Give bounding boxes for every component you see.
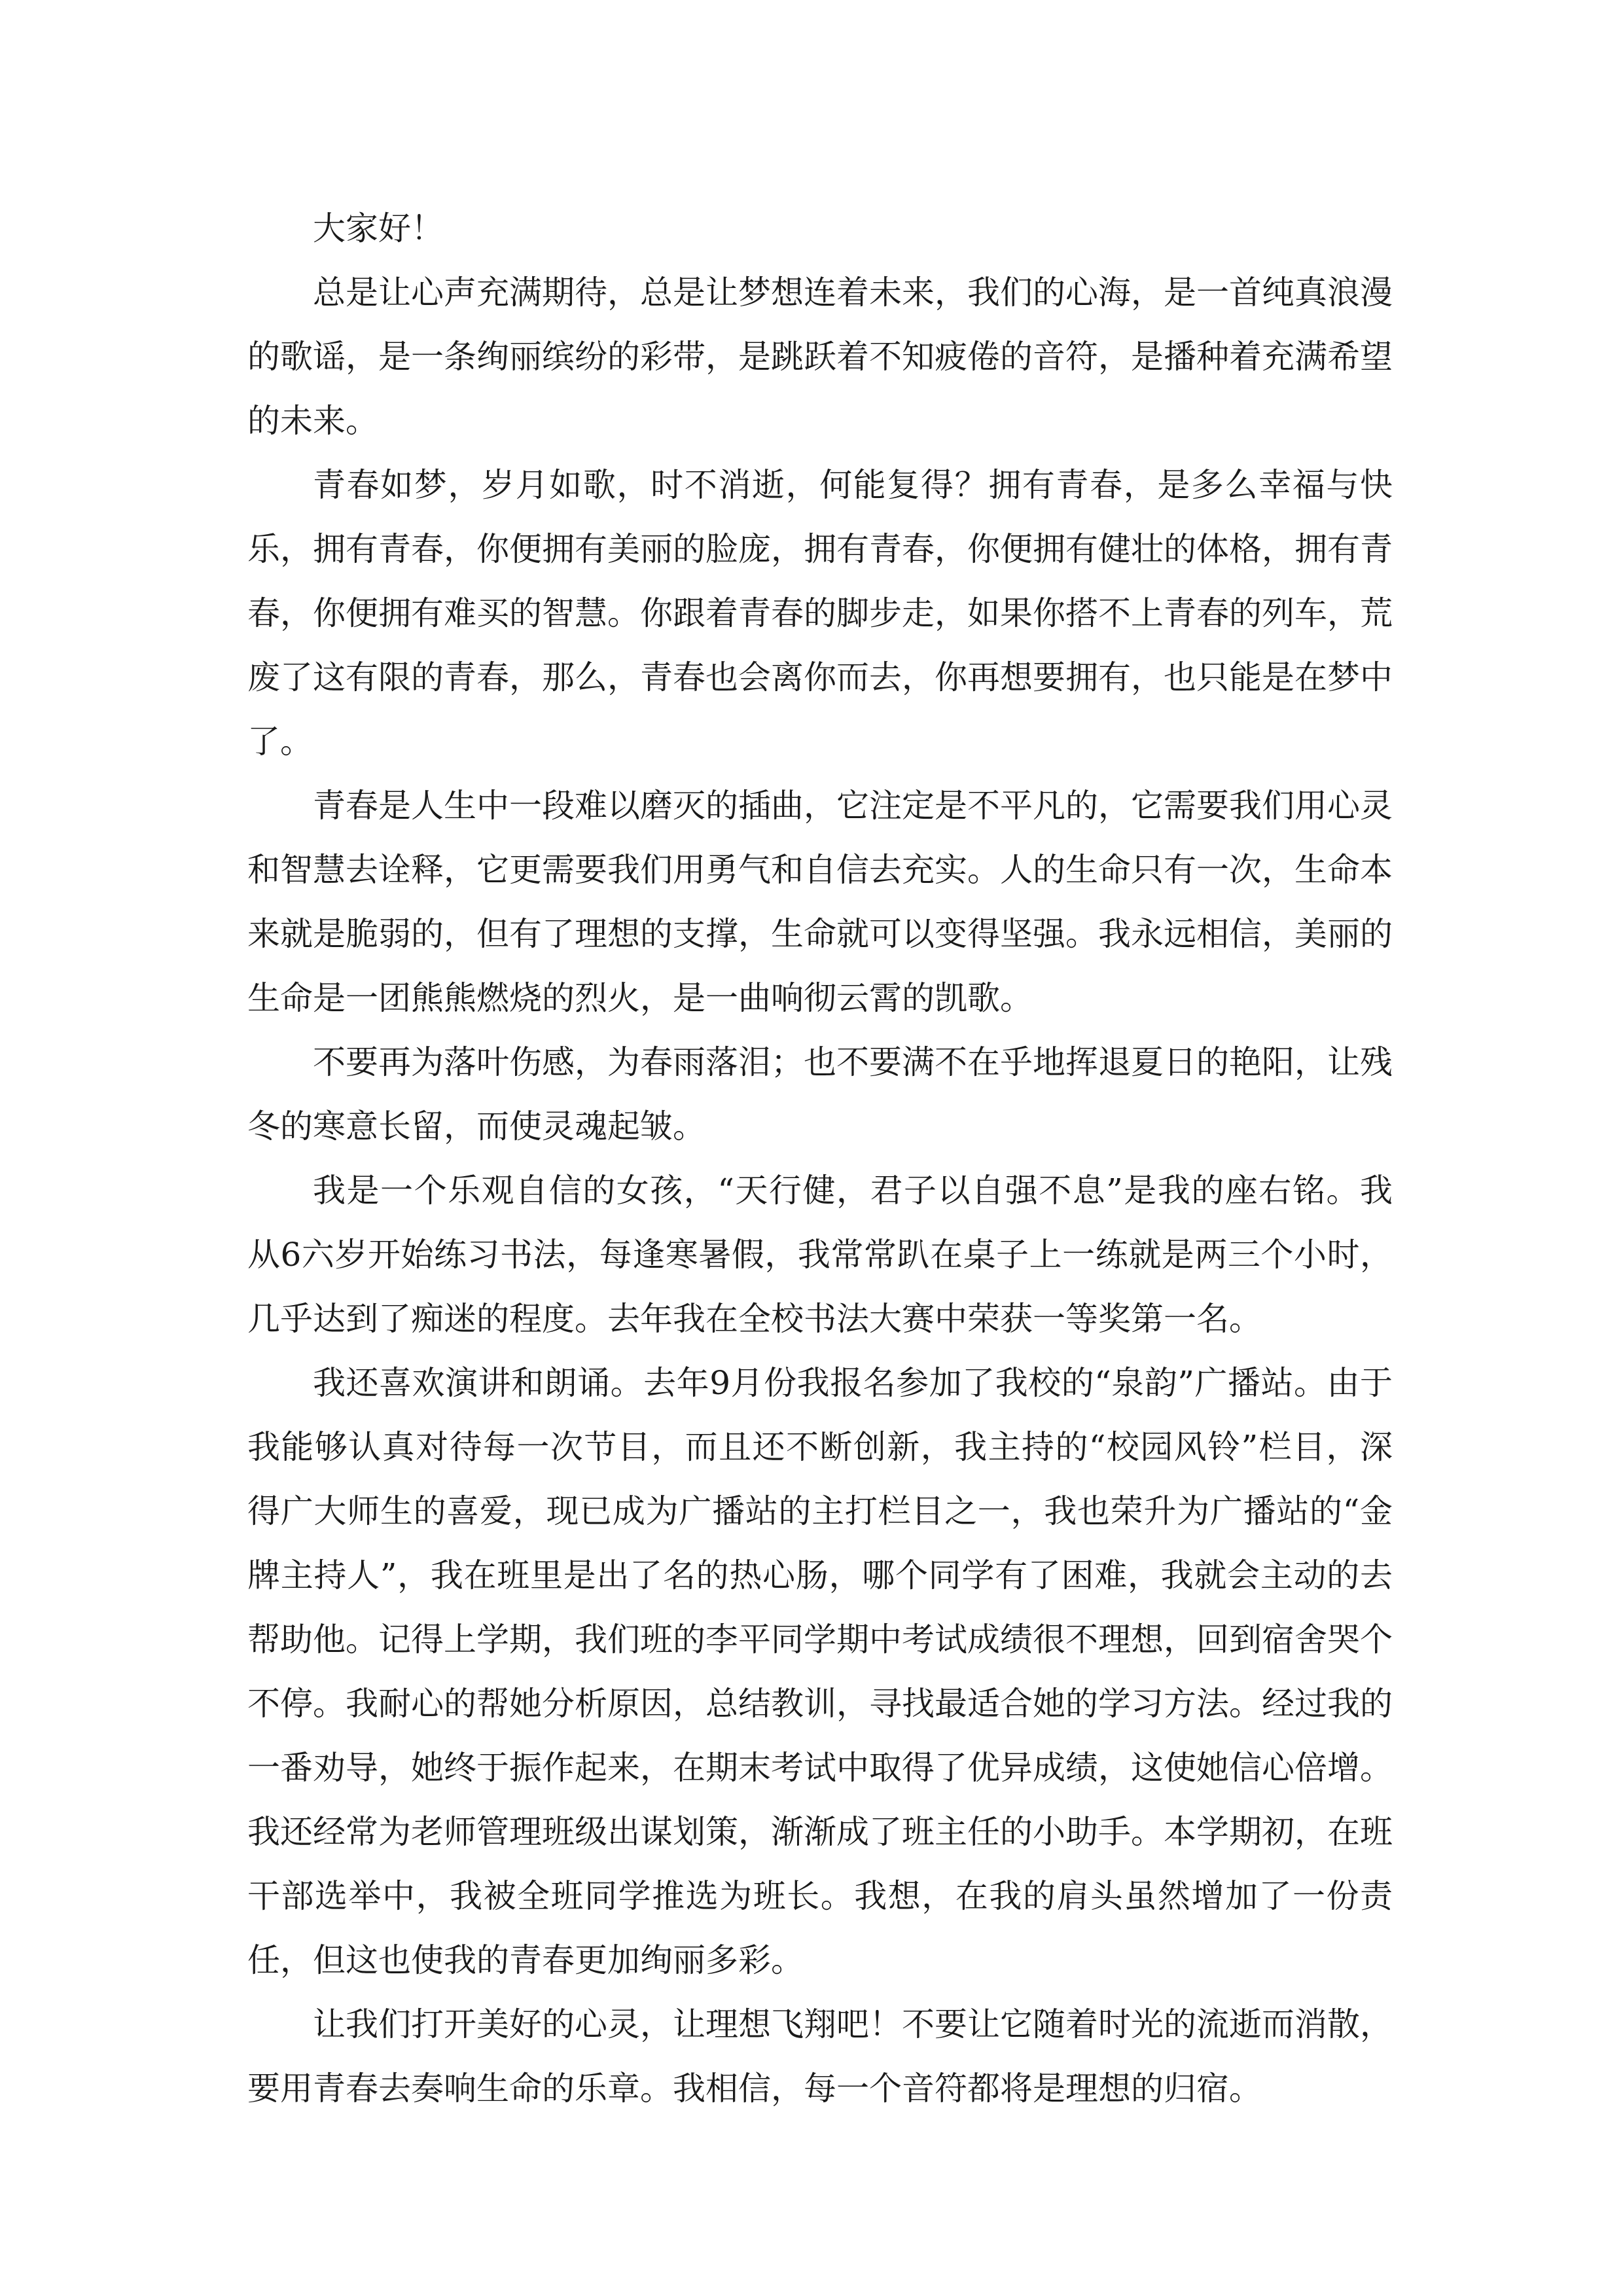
paragraph-5: 我是一个乐观自信的女孩，“天行健，君子以自强不息”是我的座右铭。我从6六岁开始练习书法，每逢寒暑假，我常常趴在桌子上一练就是两三个小时，几乎达到了痴迷的程度。去年我在全校书法大赛中荣获一等奖第一名。 [247, 1172, 1393, 1338]
paragraph-3: 青春是人生中一段难以磨灭的插曲，它注定是不平凡的，它需要我们用心灵和智慧去诠释，它更需要我们用勇气和自信去充实。人的生命只有一次，生命本来就是脆弱的，但有了理想的支撑，生命就可以变得坚强。我永远相信，美丽的生命是一团熊熊燃烧的烈火，是一曲响彻云霄的凯歌。 [247, 787, 1393, 1017]
speech-text [247, 196, 1393, 2121]
paragraph-4: 不要再为落叶伤感，为春雨落泪；也不要满不在乎地挥退夏日的艳阳，让残冬的寒意长留，而使灵魂起皱。 [247, 1043, 1393, 1145]
greeting: 大家好！ [313, 209, 444, 247]
paragraph-2: 青春如梦，岁月如歌，时不消逝，何能复得？拥有青春，是多么幸福与快乐，拥有青春，你便拥有美丽的脸庞，拥有青春，你便拥有健壮的体格，拥有青春，你便拥有难买的智慧。你跟着青春的脚步走，如果你搭不上青春的列车，荒废了这有限的青春，那么，青春也会离你而去，你再想要拥有，也只能是在梦中了。 [247, 466, 1393, 761]
paragraph-6: 我还喜欢演讲和朗诵。去年9月份我报名参加了我校的“泉韵”广播站。由于我能够认真对待每一次节目，而且还不断创新，我主持的“校园风铃”栏目，深得广大师生的喜爱，现已成为广播站的主打栏目之一，我也荣升为广播站的“金牌主持人”，我在班里是出了名的热心肠，哪个同学有了困难，我就会主动的去帮助他。记得上学期，我们班的李平同学期中考试成绩很不理想，回到宿舍哭个不停。我耐心的帮她分析原因，总结教训，寻找最适合她的学习方法。经过我的一番劝导，她终于振作起来，在期末考试中取得了优异成绩，这使她信心倍增。我还经常为老师管理班级出谋划策，渐渐成了班主任的小助手。本学期初，在班干部选举中，我被全班同学推选为班长。我想，在我的肩头虽然增加了一份责任，但这也使我的青春更加绚丽多彩。 [247, 1364, 1393, 1979]
paragraph-7: 让我们打开美好的心灵，让理想飞翔吧！不要让它随着时光的流逝而消散，要用青春去奏响生命的乐章。我相信，每一个音符都将是理想的归宿。 [247, 2005, 1393, 2108]
paragraph-1: 总是让心声充满期待，总是让梦想连着未来，我们的心海，是一首纯真浪漫的歌谣，是一条绚丽缤纷的彩带，是跳跃着不知疲倦的音符，是播种着充满希望的未来。 [247, 274, 1393, 440]
